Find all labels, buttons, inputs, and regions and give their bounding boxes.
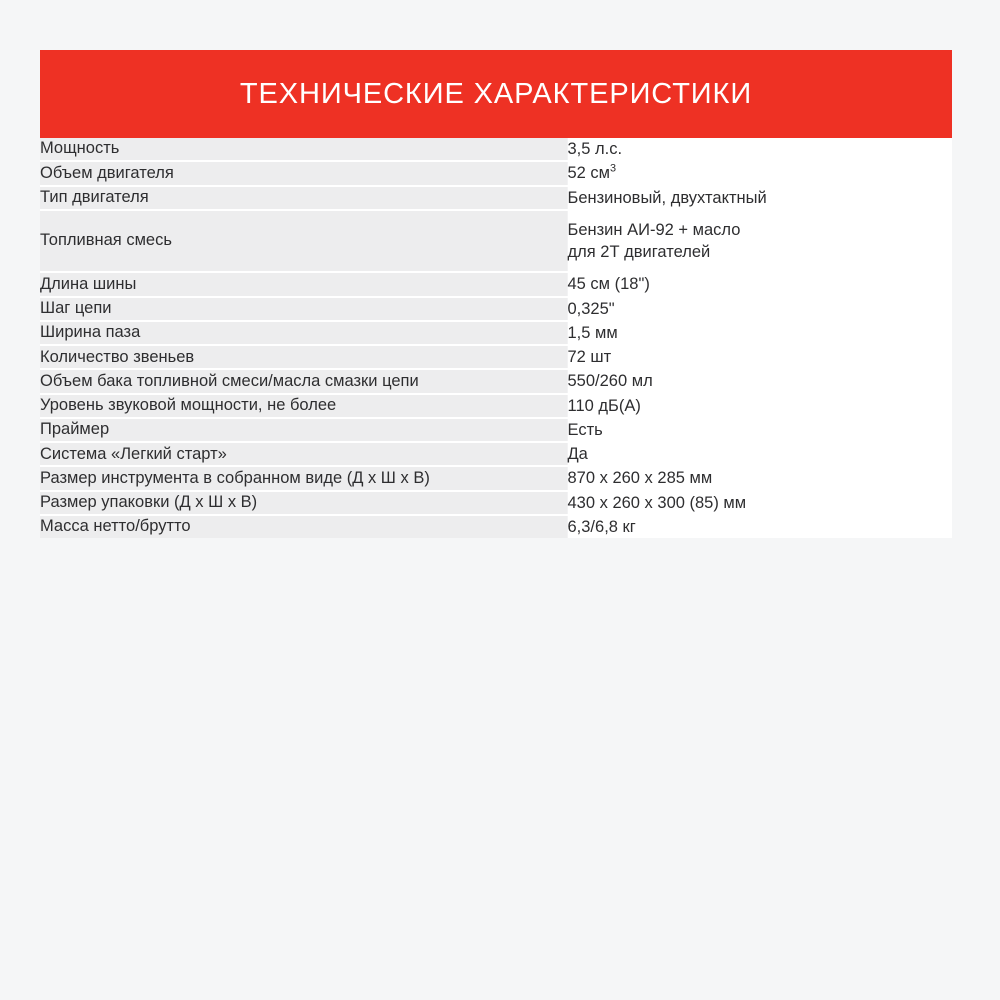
spec-value-cell: 870 x 260 x 285 мм — [567, 466, 952, 490]
spec-label-cell: Размер инструмента в собранном виде (Д х Ш х В) — [40, 466, 567, 490]
spec-label-cell: Уровень звуковой мощности, не более — [40, 394, 567, 418]
specifications-header-banner — [40, 50, 952, 138]
table-row — [40, 394, 952, 418]
table-row — [40, 491, 952, 515]
table-row — [40, 297, 952, 321]
spec-value-cell: 0,325" — [567, 297, 952, 321]
spec-value-cell: Есть — [567, 418, 952, 442]
spec-value-cell: 45 см (18") — [567, 272, 952, 296]
spec-value-cell: 550/260 мл — [567, 369, 952, 393]
table-row — [40, 442, 952, 466]
spec-value-cell: Да — [567, 442, 952, 466]
spec-label-cell: Масса нетто/брутто — [40, 515, 567, 538]
table-row — [40, 515, 952, 538]
table-row — [40, 186, 952, 210]
table-row — [40, 321, 952, 345]
spec-label-cell: Объем двигателя — [40, 161, 567, 185]
spec-label-cell: Мощность — [40, 138, 567, 161]
spec-label-cell: Праймер — [40, 418, 567, 442]
specifications-table — [40, 138, 952, 538]
spec-value-text: 52 см — [567, 164, 611, 183]
table-row — [40, 369, 952, 393]
spec-label-cell: Длина шины — [40, 272, 567, 296]
table-row — [40, 466, 952, 490]
spec-value-cell — [567, 161, 952, 185]
spec-value-cell: 6,3/6,8 кг — [567, 515, 952, 538]
spec-value-cell: Бензиновый, двухтактный — [567, 186, 952, 210]
spec-value-line: для 2Т двигателей — [567, 243, 711, 262]
table-row — [40, 418, 952, 442]
table-row — [40, 345, 952, 369]
spec-value-cell: 1,5 мм — [567, 321, 952, 345]
specifications-table-body — [40, 138, 952, 538]
spec-value-cell: 430 x 260 x 300 (85) мм — [567, 491, 952, 515]
spec-label-cell: Тип двигателя — [40, 186, 567, 210]
spec-label-cell: Топливная смесь — [40, 210, 567, 273]
table-row — [40, 138, 952, 161]
spec-value-cell — [567, 210, 952, 273]
spec-label-cell: Шаг цепи — [40, 297, 567, 321]
spec-value-line: Бензин АИ-92 + масло — [567, 220, 741, 239]
table-row — [40, 161, 952, 185]
spec-label-cell: Объем бака топливной смеси/масла смазки цепи — [40, 369, 567, 393]
spec-label-cell: Ширина паза — [40, 321, 567, 345]
spec-value-cell: 110 дБ(А) — [567, 394, 952, 418]
spec-label-cell: Система «Легкий старт» — [40, 442, 567, 466]
spec-value-cell: 3,5 л.с. — [567, 138, 952, 161]
spec-label-cell: Размер упаковки (Д х Ш х В) — [40, 491, 567, 515]
spec-value-superscript: 3 — [610, 162, 617, 175]
spec-value-cell: 72 шт — [567, 345, 952, 369]
table-row — [40, 210, 952, 273]
page-title: ТЕХНИЧЕСКИЕ ХАРАКТЕРИСТИКИ — [239, 77, 753, 110]
specifications-sheet — [40, 50, 952, 538]
table-row — [40, 272, 952, 296]
spec-label-cell: Количество звеньев — [40, 345, 567, 369]
